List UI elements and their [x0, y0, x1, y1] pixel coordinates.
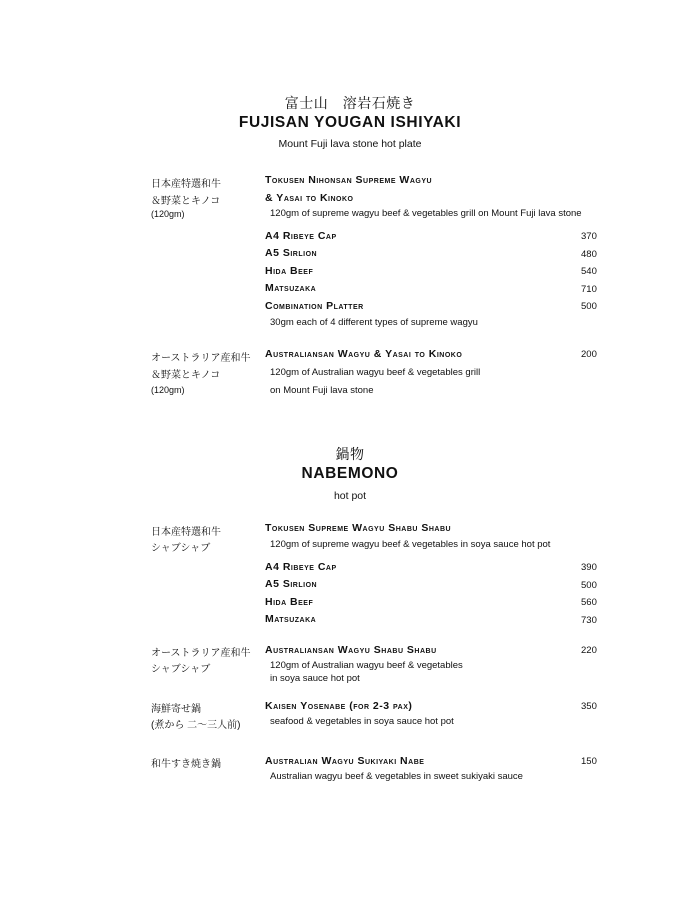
- item-description: Australian wagyu beef & vegetables in sweet sukiyaki sauce: [270, 771, 523, 782]
- section-title: FUJISAN YOUGAN ISHIYAKI: [238, 114, 462, 131]
- item-jp-name: オーストラリア産和牛: [151, 648, 251, 659]
- option-price: 500: [581, 301, 597, 312]
- option-price: 730: [581, 615, 597, 626]
- item-price: 200: [581, 349, 597, 360]
- option-name: A5 Sirlion: [265, 247, 318, 259]
- section-subtitle: hot pot: [333, 490, 367, 502]
- item-jp-name: ＆野菜とキノコ: [151, 196, 221, 207]
- item-price: 220: [581, 645, 597, 656]
- item-description: 30gm each of 4 different types of supreme wagyu: [270, 317, 478, 328]
- option-price: 500: [581, 580, 597, 591]
- item-jp-name: 日本産特選和牛: [151, 179, 221, 190]
- option-price: 390: [581, 562, 597, 573]
- section-subtitle: Mount Fuji lava stone hot plate: [278, 138, 422, 150]
- option-price: 710: [581, 284, 597, 295]
- item-description: 120gm of Australian wagyu beef & vegetables grill: [270, 367, 481, 378]
- item-name: Tokusen Supreme Wagyu Shabu Shabu: [265, 522, 452, 534]
- item-name: Australian Wagyu Sukiyaki Nabe: [265, 755, 425, 767]
- item-description: 120gm of supreme wagyu beef & vegetables in soya sauce hot pot: [270, 539, 551, 550]
- item-name: Tokusen Nihonsan Supreme Wagyu: [265, 174, 433, 186]
- option-price: 540: [581, 266, 597, 277]
- item-jp-name: ＆野菜とキノコ: [151, 370, 221, 381]
- item-jp-name: 日本産特選和牛: [151, 527, 221, 538]
- item-description: 120gm of Australian wagyu beef & vegetables: [270, 660, 463, 671]
- item-jp-name: (煮から 二～三人前): [151, 720, 241, 731]
- section-title: NABEMONO: [301, 465, 399, 482]
- option-name: Combination Platter: [265, 300, 364, 312]
- option-price: 480: [581, 249, 597, 260]
- item-description: in soya sauce hot pot: [270, 673, 360, 684]
- item-name: Kaisen Yosenabe (for 2-3 pax): [265, 700, 413, 712]
- item-jp-name: 海鮮寄せ鍋: [151, 704, 201, 715]
- option-name: A5 Sirlion: [265, 578, 318, 590]
- item-jp-name: シャブシャブ: [151, 543, 211, 554]
- item-jp-name: シャブシャブ: [151, 664, 211, 675]
- item-name: & Yasai to Kinoko: [265, 192, 354, 204]
- item-jp-weight: (120gm): [151, 209, 185, 219]
- section-jp-title: 鍋物: [335, 446, 365, 462]
- item-name: Australiansan Wagyu Shabu Shabu: [265, 644, 437, 656]
- section-jp-title: 富士山 溶岩石焼き: [284, 95, 416, 111]
- option-name: Matsuzaka: [265, 282, 317, 294]
- item-jp-name: オーストラリア産和牛: [151, 353, 251, 364]
- option-name: Hida Beef: [265, 265, 314, 277]
- item-jp-weight: (120gm): [151, 385, 185, 395]
- item-jp-name: 和牛すき焼き鍋: [151, 759, 221, 770]
- option-name: Hida Beef: [265, 596, 314, 608]
- option-name: A4 Ribeye Cap: [265, 561, 337, 573]
- option-price: 370: [581, 231, 597, 242]
- item-description: seafood & vegetables in soya sauce hot pot: [270, 716, 454, 727]
- item-name: Australiansan Wagyu & Yasai to Kinoko: [265, 348, 463, 360]
- item-description: 120gm of supreme wagyu beef & vegetables grill on Mount Fuji lava stone: [270, 208, 582, 219]
- item-price: 350: [581, 701, 597, 712]
- option-price: 560: [581, 597, 597, 608]
- item-price: 150: [581, 756, 597, 767]
- item-description: on Mount Fuji lava stone: [270, 385, 374, 396]
- option-name: A4 Ribeye Cap: [265, 230, 337, 242]
- option-name: Matsuzaka: [265, 613, 317, 625]
